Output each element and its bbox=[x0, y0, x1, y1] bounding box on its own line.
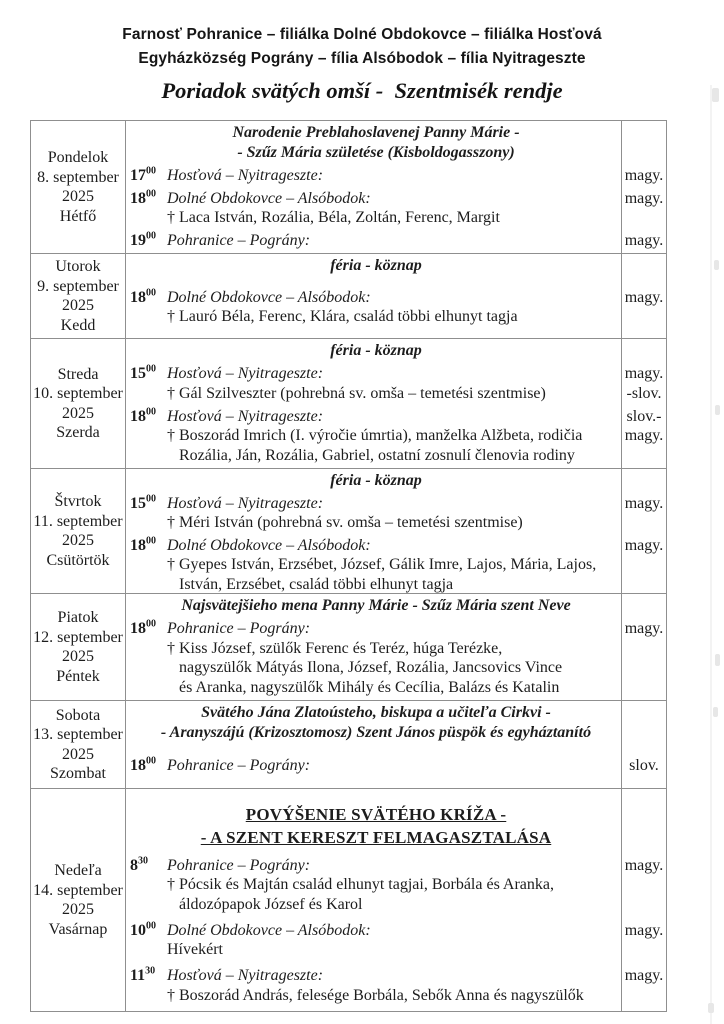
feast-line: Svätého Jána Zlatoústeho, biskupa a učiteľa Cirkvi - bbox=[201, 704, 551, 721]
mass-minutes: 00 bbox=[146, 493, 156, 505]
day-label: 8. september bbox=[37, 168, 119, 186]
mass-location: Hosťová – Nyitrageszte: bbox=[167, 494, 324, 512]
mass-entry bbox=[130, 364, 666, 403]
language-label: magy. bbox=[624, 365, 664, 383]
mass-time bbox=[130, 494, 167, 514]
mass-body bbox=[130, 856, 622, 915]
mass-hour: 18 bbox=[130, 756, 146, 774]
day-label: Hétfő bbox=[59, 207, 97, 225]
day-label: Utorok bbox=[55, 258, 101, 275]
mass-minutes: 00 bbox=[146, 363, 156, 375]
mass-language bbox=[622, 921, 666, 941]
feast-line: Najsvätejšieho mena Panny Márie - Szűz Mária szent Neve bbox=[181, 597, 571, 614]
language-label: magy. bbox=[624, 189, 664, 207]
day-label: Szerda bbox=[56, 424, 100, 441]
mass-entry bbox=[130, 966, 666, 1005]
feast-title bbox=[130, 123, 622, 162]
language-label: -slov. bbox=[626, 384, 662, 402]
language-label: magy. bbox=[624, 232, 664, 249]
mass-time bbox=[130, 288, 167, 308]
day-label: 12. september bbox=[33, 628, 123, 646]
mass-intention: István, Erzsébet, család többi elhunyt tagja bbox=[179, 575, 454, 593]
day-label: 2025 bbox=[62, 648, 94, 665]
mass-hour: 18 bbox=[130, 288, 146, 306]
mass-hour: 18 bbox=[130, 189, 146, 207]
mass-hour: 15 bbox=[130, 494, 146, 512]
mass-body bbox=[130, 494, 622, 533]
mass-hour: 8 bbox=[130, 856, 138, 874]
day-label: Streda bbox=[57, 365, 99, 383]
mass-head bbox=[130, 856, 622, 876]
mass-hour: 18 bbox=[130, 620, 146, 638]
feast-line: féria - köznap bbox=[330, 342, 422, 359]
mass-list bbox=[130, 616, 666, 699]
mass-language bbox=[622, 966, 666, 986]
mass-minutes: 30 bbox=[145, 966, 156, 978]
mass-time bbox=[130, 921, 167, 941]
parish-name-slovak: Farnosť Pohranice – filiálka Dolné Obdokovce – filiálka Hosťová bbox=[122, 26, 602, 43]
mass-intention: Hívekért bbox=[167, 941, 223, 959]
mass-time bbox=[130, 756, 167, 776]
language-label: slov. bbox=[629, 756, 659, 774]
mass-body bbox=[130, 407, 622, 466]
mass-language bbox=[622, 288, 666, 308]
mass-hour: 10 bbox=[130, 921, 146, 939]
day-label: Kedd bbox=[60, 316, 96, 334]
feast-line: POVÝŠENIE SVÄTÉHO KRÍŽA - bbox=[245, 805, 507, 824]
feast-title bbox=[130, 596, 622, 616]
mass-language bbox=[622, 231, 666, 251]
mass-minutes: 00 bbox=[146, 618, 156, 630]
parish-name-hungarian: Egyházközség Pográny – fília Alsóbodok – fília Nyitrageszte bbox=[138, 50, 586, 67]
mass-head bbox=[130, 966, 622, 986]
mass-entry bbox=[130, 407, 666, 466]
day-label: 2025 bbox=[62, 901, 94, 918]
schedule-day-row bbox=[31, 789, 666, 1011]
feast-line: - Aranyszájú (Krizosztomosz) Szent János püspök és egyháztanító bbox=[160, 723, 592, 741]
mass-location: Pohranice – Pográny: bbox=[167, 620, 311, 638]
schedule-day-row bbox=[31, 254, 666, 339]
mass-entry bbox=[130, 166, 666, 186]
scan-speck bbox=[715, 654, 720, 666]
mass-entry bbox=[130, 494, 666, 533]
day-label: 2025 bbox=[62, 532, 94, 549]
mass-language bbox=[622, 494, 666, 514]
mass-language bbox=[622, 166, 666, 186]
mass-entry bbox=[130, 536, 666, 595]
mass-time bbox=[130, 189, 167, 209]
mass-language bbox=[622, 407, 666, 446]
scan-speck bbox=[714, 260, 719, 270]
day-cell bbox=[31, 121, 126, 253]
day-label: 13. september bbox=[33, 726, 123, 743]
schedule-day-row bbox=[31, 701, 666, 789]
mass-body bbox=[130, 189, 622, 228]
day-label: Sobota bbox=[55, 706, 101, 724]
day-label: Péntek bbox=[56, 667, 100, 685]
mass-minutes: 00 bbox=[146, 755, 156, 767]
day-label: 2025 bbox=[62, 404, 94, 422]
day-label: 11. september bbox=[33, 512, 123, 530]
mass-body bbox=[130, 166, 622, 186]
schedule-day-row bbox=[31, 594, 666, 701]
mass-intention: † Boszorád András, felesége Borbála, Sebők Anna és nagyszülők bbox=[167, 986, 584, 1004]
mass-body bbox=[130, 756, 622, 776]
day-label: Nedeľa bbox=[54, 862, 102, 879]
schedule-day-row bbox=[31, 121, 666, 254]
mass-head bbox=[130, 231, 622, 251]
page-title: Poriadok svätých omší - Szentmisék rendje bbox=[161, 78, 563, 103]
mass-head bbox=[130, 921, 622, 941]
mass-time bbox=[130, 231, 167, 251]
day-cell bbox=[31, 254, 126, 338]
feast-line: féria - köznap bbox=[330, 472, 422, 489]
language-label: magy. bbox=[624, 921, 664, 939]
mass-language bbox=[622, 856, 666, 876]
language-label: slov.- bbox=[626, 407, 662, 425]
mass-entry bbox=[130, 619, 666, 697]
day-content-cell bbox=[126, 339, 666, 468]
day-content-cell bbox=[126, 254, 666, 338]
mass-location: Pohranice – Pográny: bbox=[167, 856, 311, 874]
day-content-cell bbox=[126, 121, 666, 253]
day-cell bbox=[31, 701, 126, 788]
mass-time bbox=[130, 536, 167, 556]
day-cell bbox=[31, 339, 126, 468]
mass-intention: † Boszorád Imrich (I. výročie úmrtia), manželka Alžbeta, rodičia bbox=[167, 427, 583, 445]
mass-list bbox=[130, 276, 666, 337]
day-label: Štvrtok bbox=[54, 493, 102, 510]
mass-time bbox=[130, 856, 167, 876]
mass-entry bbox=[130, 231, 666, 251]
mass-head bbox=[130, 364, 622, 384]
mass-hour: 19 bbox=[130, 232, 146, 249]
mass-entry bbox=[130, 288, 666, 327]
day-label: Szombat bbox=[50, 765, 106, 782]
mass-time bbox=[130, 407, 167, 427]
mass-entry bbox=[130, 756, 666, 776]
mass-entry bbox=[130, 856, 666, 915]
day-content-cell bbox=[126, 594, 666, 700]
mass-intention: nagyszülők Mátyás Ilona, József, Rozália, Jancsovics Vince bbox=[179, 659, 563, 677]
mass-intention: † Lauró Béla, Ferenc, Klára, család többi elhunyt tagja bbox=[167, 308, 518, 326]
day-label: 2025 bbox=[62, 297, 94, 314]
mass-intention: † Gyepes István, Erzsébet, József, Gálik Imre, Lajos, Mária, Lajos, bbox=[167, 556, 597, 573]
mass-list bbox=[130, 361, 666, 467]
mass-minutes: 30 bbox=[138, 855, 148, 867]
language-label: magy. bbox=[624, 494, 664, 512]
mass-language bbox=[622, 619, 666, 639]
day-cell bbox=[31, 594, 126, 700]
day-label: 14. september bbox=[33, 881, 123, 899]
mass-head bbox=[130, 619, 622, 639]
language-label: magy. bbox=[624, 288, 664, 306]
feast-line: - Szűz Mária születése (Kisboldogasszony) bbox=[237, 143, 515, 161]
mass-hour: 11 bbox=[130, 967, 146, 985]
scan-speck bbox=[713, 707, 718, 717]
mass-intention: † Laca István, Rozália, Béla, Zoltán, Ferenc, Margit bbox=[167, 209, 500, 226]
mass-head bbox=[130, 536, 622, 556]
day-label: 10. september bbox=[33, 385, 123, 402]
mass-intention: † Gál Szilveszter (pohrebná sv. omša – temetési szentmise) bbox=[167, 384, 546, 402]
mass-body bbox=[130, 966, 622, 1005]
scan-speck bbox=[708, 1003, 714, 1013]
schedule-table bbox=[30, 120, 667, 1012]
feast-title bbox=[130, 256, 622, 276]
language-label: magy. bbox=[624, 166, 664, 184]
schedule-day-row bbox=[31, 469, 666, 594]
mass-minutes: 00 bbox=[146, 920, 156, 932]
mass-body bbox=[130, 231, 622, 251]
feast-line: Narodenie Preblahoslavenej Panny Márie - bbox=[232, 124, 520, 141]
feast-line: - A SZENT KERESZT FELMAGASZTALÁSA bbox=[200, 828, 552, 847]
mass-location: Pohranice – Pográny: bbox=[167, 232, 311, 249]
mass-intention: áldozópapok József és Karol bbox=[179, 895, 363, 913]
mass-time bbox=[130, 166, 167, 186]
day-label: Vasárnap bbox=[48, 920, 108, 938]
mass-minutes: 00 bbox=[146, 230, 156, 242]
day-label: Pondelok bbox=[47, 149, 109, 166]
mass-list bbox=[130, 742, 666, 786]
language-label: magy. bbox=[624, 427, 664, 445]
mass-head bbox=[130, 166, 622, 186]
mass-body bbox=[130, 536, 622, 595]
language-label: magy. bbox=[624, 967, 664, 985]
mass-intention: † Pócsik és Majtán család elhunyt tagjai, Borbála és Aranka, bbox=[167, 876, 555, 894]
mass-head bbox=[130, 494, 622, 514]
day-label: 2025 bbox=[62, 745, 94, 763]
day-label: Piatok bbox=[57, 609, 99, 626]
feast-title bbox=[130, 341, 622, 361]
mass-location: Hosťová – Nyitrageszte: bbox=[167, 407, 324, 425]
mass-minutes: 00 bbox=[146, 535, 156, 547]
mass-body bbox=[130, 288, 622, 327]
day-content-cell bbox=[126, 789, 666, 1011]
day-label: Csütörtök bbox=[46, 551, 110, 569]
mass-location: Hosťová – Nyitrageszte: bbox=[167, 166, 324, 184]
mass-head bbox=[130, 756, 622, 776]
day-cell bbox=[31, 789, 126, 1011]
scan-speck bbox=[715, 405, 720, 415]
mass-time bbox=[130, 966, 167, 986]
day-label: 9. september bbox=[37, 277, 119, 295]
day-label: 2025 bbox=[62, 188, 94, 205]
language-label: magy. bbox=[624, 856, 664, 874]
mass-time bbox=[130, 364, 167, 384]
mass-hour: 15 bbox=[130, 365, 146, 383]
mass-minutes: 00 bbox=[146, 287, 156, 299]
parish-header bbox=[0, 0, 724, 71]
mass-body bbox=[130, 364, 622, 403]
mass-location: Hosťová – Nyitrageszte: bbox=[167, 365, 324, 383]
mass-location: Hosťová – Nyitrageszte: bbox=[167, 967, 324, 985]
mass-language bbox=[622, 756, 666, 776]
mass-intention: † Méri István (pohrebná sv. omša – temetési szentmise) bbox=[167, 514, 523, 531]
mass-language bbox=[622, 536, 666, 556]
feast-title bbox=[130, 471, 622, 491]
day-cell bbox=[31, 469, 126, 593]
mass-hour: 18 bbox=[130, 407, 146, 425]
mass-body bbox=[130, 619, 622, 697]
mass-body bbox=[130, 921, 622, 960]
language-label: magy. bbox=[624, 620, 664, 638]
mass-head bbox=[130, 288, 622, 308]
feast-title bbox=[130, 703, 622, 742]
day-content-cell bbox=[126, 469, 666, 593]
mass-location: Dolné Obdokovce – Alsóbodok: bbox=[167, 288, 371, 306]
mass-entry bbox=[130, 921, 666, 960]
mass-list bbox=[130, 491, 666, 595]
mass-intention: Rozália, Ján, Rozália, Gabriel, ostatní zosnulí členovia rodiny bbox=[179, 446, 575, 464]
day-content-cell bbox=[126, 701, 666, 788]
scan-edge-line bbox=[710, 85, 712, 1024]
mass-location: Pohranice – Pográny: bbox=[167, 756, 311, 774]
mass-intention: † Kiss József, szülők Ferenc és Teréz, húga Terézke, bbox=[167, 639, 503, 657]
mass-location: Dolné Obdokovce – Alsóbodok: bbox=[167, 921, 371, 939]
mass-minutes: 00 bbox=[146, 165, 156, 177]
mass-hour: 18 bbox=[130, 536, 146, 554]
mass-time bbox=[130, 619, 167, 639]
mass-list bbox=[130, 849, 666, 1009]
mass-head bbox=[130, 407, 622, 427]
mass-minutes: 00 bbox=[146, 406, 156, 418]
mass-minutes: 00 bbox=[146, 188, 156, 200]
mass-entry bbox=[130, 189, 666, 228]
mass-hour: 17 bbox=[130, 166, 146, 184]
mass-location: Dolné Obdokovce – Alsóbodok: bbox=[167, 536, 371, 554]
mass-location: Dolné Obdokovce – Alsóbodok: bbox=[167, 189, 371, 207]
feast-title bbox=[130, 803, 622, 849]
language-label: magy. bbox=[624, 536, 664, 554]
mass-intention: és Aranka, nagyszülők Mihály és Cecília, Balázs és Katalin bbox=[179, 678, 560, 696]
mass-language bbox=[622, 189, 666, 209]
mass-head bbox=[130, 189, 622, 209]
schedule-day-row bbox=[31, 339, 666, 469]
feast-line: féria - köznap bbox=[330, 257, 422, 274]
scan-speck bbox=[712, 88, 719, 102]
mass-language bbox=[622, 364, 666, 403]
mass-list bbox=[130, 162, 666, 251]
